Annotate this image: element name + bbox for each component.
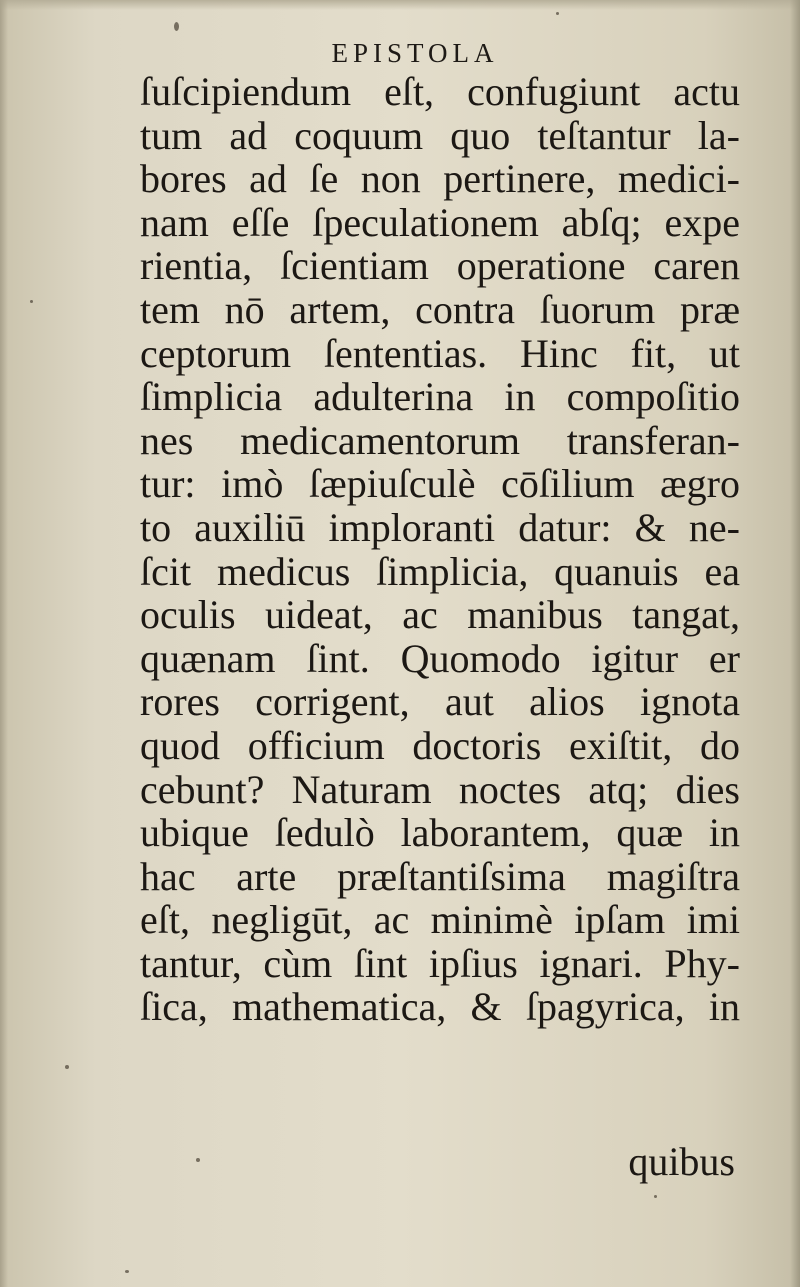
text-line: ſuſcipiendum eſt, confugiunt actu	[140, 69, 740, 114]
text-line: tum ad coquum quo teſtantur la-	[140, 112, 740, 158]
running-head: EPISTOLA	[331, 38, 499, 68]
text-line: ubique ſedulò laborantem, quæ in	[140, 810, 740, 856]
text-line: tantur, cùm ſint ipſius ignari. Phy-	[140, 940, 740, 986]
ink-speck	[30, 300, 33, 303]
ink-speck	[196, 1158, 200, 1162]
page-edge-top	[0, 0, 800, 10]
text-line: quænam ſint. Quomodo igitur er	[140, 635, 740, 681]
ink-speck	[556, 12, 559, 15]
text-line: nes medicamentorum transferan-	[140, 417, 740, 463]
ink-speck	[174, 22, 179, 31]
catchword: quibus	[628, 1139, 735, 1184]
body-text	[140, 70, 740, 1029]
ink-speck	[654, 1195, 657, 1198]
text-line: tur: imò ſæpiuſculè cōſilium ægro	[140, 461, 740, 507]
page-edge-left	[0, 0, 8, 1287]
text-line: ceptorum ſententias. Hinc fit, ut	[140, 330, 740, 376]
text-line: quod officium doctoris exiſtit, do	[140, 722, 740, 768]
text-line: hac arte præſtantiſsima magiſtra	[140, 853, 740, 899]
text-line: rientia, ſcientiam operatione caren	[140, 243, 740, 289]
text-line: eſt, negligūt, ac minimè ipſam imi	[140, 897, 740, 943]
text-line: ſcit medicus ſimplicia, quanuis ea	[140, 548, 740, 594]
text-line: to auxiliū imploranti datur: & ne-	[140, 504, 740, 550]
page-edge-right	[790, 0, 800, 1287]
text-line: nam eſſe ſpeculationem abſq; expe	[140, 199, 740, 245]
text-line: tem nō artem, contra ſuorum præ	[140, 286, 740, 332]
text-line: ſica, mathematica, & ſpagyrica, in	[140, 984, 740, 1030]
text-line: oculis uideat, ac manibus tangat,	[140, 592, 740, 638]
text-line: cebunt? Naturam noctes atq; dies	[140, 766, 740, 812]
ink-speck	[65, 1065, 69, 1069]
text-line: rores corrigent, aut alios ignota	[140, 679, 740, 725]
text-line: ſimplicia adulterina in compoſitio	[140, 374, 740, 420]
text-line: bores ad ſe non pertinere, medici-	[140, 156, 740, 202]
ink-speck	[125, 1270, 129, 1273]
